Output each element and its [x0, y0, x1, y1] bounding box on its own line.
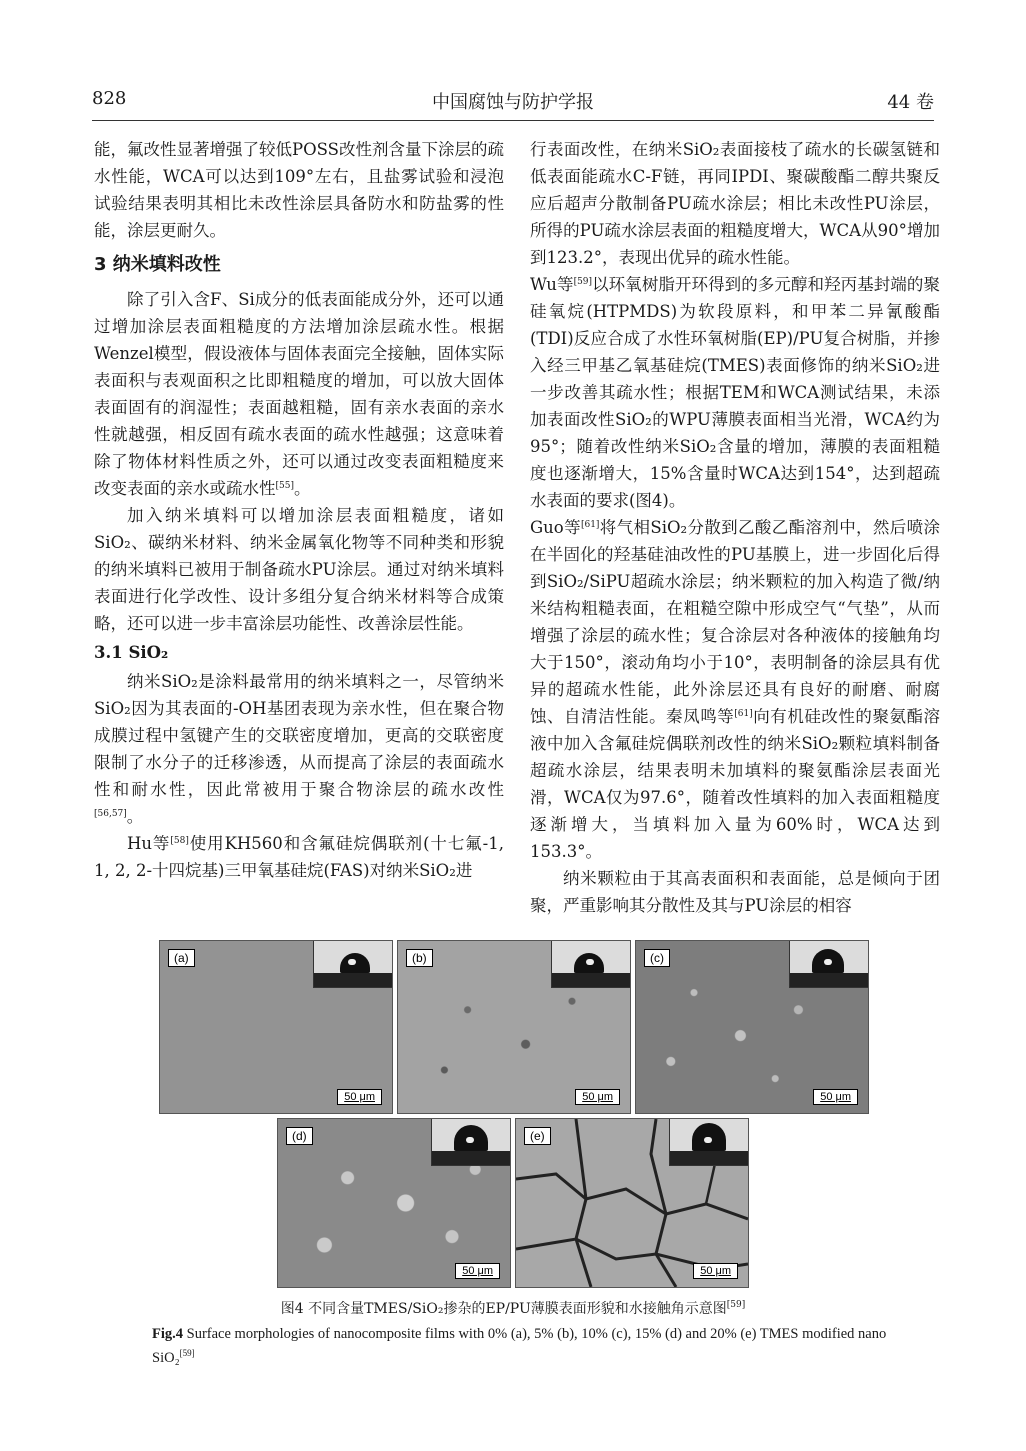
- scale-bar: 50 μm: [693, 1263, 738, 1279]
- scale-bar: 50 μm: [575, 1089, 620, 1105]
- citation[interactable]: [59]: [726, 1300, 746, 1310]
- scale-bar: 50 μm: [337, 1089, 382, 1105]
- paragraph: Wu等[59]以环氧树脂开环得到的多元醇和羟丙基封端的聚硅氧烷(HTPMDS)为软段原料，和甲苯二异氰酸酯(TDI)反应合成了水性环氧树脂(EP)/PU复合树脂，并掺入经三甲基乙氧基硅烷(TMES)表面修饰的纳米SiO₂进一步改善其疏水性；根据TEM和WCA测试结果，未添加表面改性SiO₂的WPU薄膜表面相当光滑，WCA约为95°；随着改性纳米SiO₂含量的增加，薄膜的表面粗糙度也逐渐增大，15%含量时WCA达到154°，达到超疏水表面的要求(图4)。: [530, 275, 941, 510]
- section-title: 3 纳米填料改性: [94, 254, 221, 275]
- sem-panel-c: [635, 940, 869, 1114]
- panel-label: (c): [644, 949, 670, 967]
- citation[interactable]: [55]: [275, 481, 294, 491]
- panel-label: (e): [524, 1127, 551, 1145]
- scale-bar: 50 μm: [813, 1089, 858, 1105]
- paragraph: 纳米颗粒由于其高表面积和表面能，总是倾向于团聚，严重影响其分散性及其与PU涂层的相容: [530, 869, 940, 915]
- citation[interactable]: [59]: [179, 1348, 195, 1358]
- citation[interactable]: [56,57]: [94, 809, 127, 819]
- sem-panel-b: [397, 940, 631, 1114]
- contact-angle-inset: [313, 941, 392, 988]
- paragraph: 行表面改性，在纳米SiO₂表面接枝了疏水的长碳氢链和低表面能疏水C-F链，再同IPDI、聚碳酸酯二醇共聚反应后超声分散制备PU疏水涂层；相比未改性PU涂层，所得的PU疏水涂层表面的粗糙度增大，WCA从90°增加到123.2°，表现出优异的疏水性能。: [530, 140, 940, 267]
- paragraph: 能，氟改性显著增强了较低POSS改性剂含量下涂层的疏水性能，WCA可以达到109°左右，且盐雾试验和浸泡试验结果表明其相比未改性涂层具备防水和防盐雾的性能，涂层更耐久。: [94, 140, 504, 240]
- paragraph: 纳米SiO₂是涂料最常用的纳米填料之一，尽管纳米SiO₂因为其表面的-OH基团表现为亲水性，但在聚合物成膜过程中氢键产生的交联密度增加，更高的交联密度限制了水分子的迁移渗透，从而提高了涂层的表面疏水性和耐水性，因此常被用于聚合物涂层的疏水改性[56,57]。: [94, 672, 504, 826]
- page-header: [92, 84, 934, 114]
- paragraph: 除了引入含F、Si成分的低表面能成分外，还可以通过增加涂层表面粗糙度的方法增加涂层疏水性。根据Wenzel模型，假设液体与固体表面完全接触，固体实际表面积与表观面积之比即粗糙度的增加，可以放大固体表面固有的润湿性；表面越粗糙，固有亲水表面的亲水性就越强，相反固有疏水表面的疏水性越强；这意味着除了物体材料性质之外，还可以通过改变表面粗糙度来改变表面的亲水或疏水性[55]。: [94, 290, 504, 498]
- left-column: [94, 136, 504, 884]
- citation[interactable]: [58]: [170, 836, 189, 846]
- citation[interactable]: [59]: [573, 277, 593, 287]
- paragraph: Guo等[61]将气相SiO₂分散到乙酸乙酯溶剂中，然后喷涂在半固化的羟基硅油改性的PU基膜上，进一步固化后得到SiO₂/SiPU超疏水涂层；纳米颗粒的加入构造了微/纳米结构粗糙表面，在粗糙空隙中形成空气“气垫”，从而增强了涂层的疏水性；复合涂层对各种液体的接触角均大于150°，滚动角均小于10°，表明制备的涂层具有优异的超疏水性能，此外涂层还具有良好的耐磨、耐腐蚀、自清洁性能。秦凤鸣等[61]向有机硅改性的聚氨酯溶液中加入含氟硅烷偶联剂改性的纳米SiO₂颗粒填料制备超疏水涂层，结果表明未加填料的聚氨酯涂层表面光滑，WCA仅为97.6°，随着改性填料的加入表面粗糙度逐渐增大，当填料加入量为60%时，WCA达到153.3°。: [530, 518, 941, 861]
- contact-angle-inset: [431, 1119, 510, 1166]
- subsection-title: 3.1 SiO₂: [94, 643, 169, 662]
- contact-angle-inset: [789, 941, 868, 988]
- figure-caption-en: Fig.4 Surface morphologies of nanocomposite films with 0% (a), 5% (b), 10% (c), 15% (d) and 20% (e) TMES modified nano SiO₂[59]: [152, 1326, 887, 1366]
- sem-panel-a: [159, 940, 393, 1114]
- scale-bar: 50 μm: [455, 1263, 500, 1279]
- header-rule: [92, 120, 934, 121]
- contact-angle-inset: [669, 1119, 748, 1166]
- citation[interactable]: [61]: [734, 709, 753, 719]
- journal-title: 中国腐蚀与防护学报: [432, 92, 594, 113]
- volume-label: 44 卷: [887, 92, 934, 113]
- sem-panel-e: [515, 1118, 749, 1288]
- panel-label: (b): [406, 949, 433, 967]
- figure-caption-cn: 图4 不同含量TMES/SiO₂掺杂的EP/PU薄膜表面形貌和水接触角示意图[59]: [280, 1300, 746, 1317]
- sem-panel-d: [277, 1118, 511, 1288]
- citation[interactable]: [61]: [580, 520, 600, 530]
- panel-label: (d): [286, 1127, 313, 1145]
- paragraph: 加入纳米填料可以增加涂层表面粗糙度，诸如SiO₂、碳纳米材料、纳米金属氧化物等不同种类和形貌的纳米填料已被用于制备疏水PU涂层。通过对纳米填料表面进行化学改性、设计多组分复合纳米材料等合成策略，还可以进一步丰富涂层功能性、改善涂层性能。: [94, 506, 504, 633]
- contact-angle-inset: [551, 941, 630, 988]
- panel-label: (a): [168, 949, 195, 967]
- page-number: 828: [92, 88, 127, 109]
- right-column: [530, 136, 940, 919]
- paragraph: Hu等[58]使用KH560和含氟硅烷偶联剂(十七氟-1, 1, 2, 2-十四烷基)三甲氧基硅烷(FAS)对纳米SiO₂进: [94, 834, 504, 880]
